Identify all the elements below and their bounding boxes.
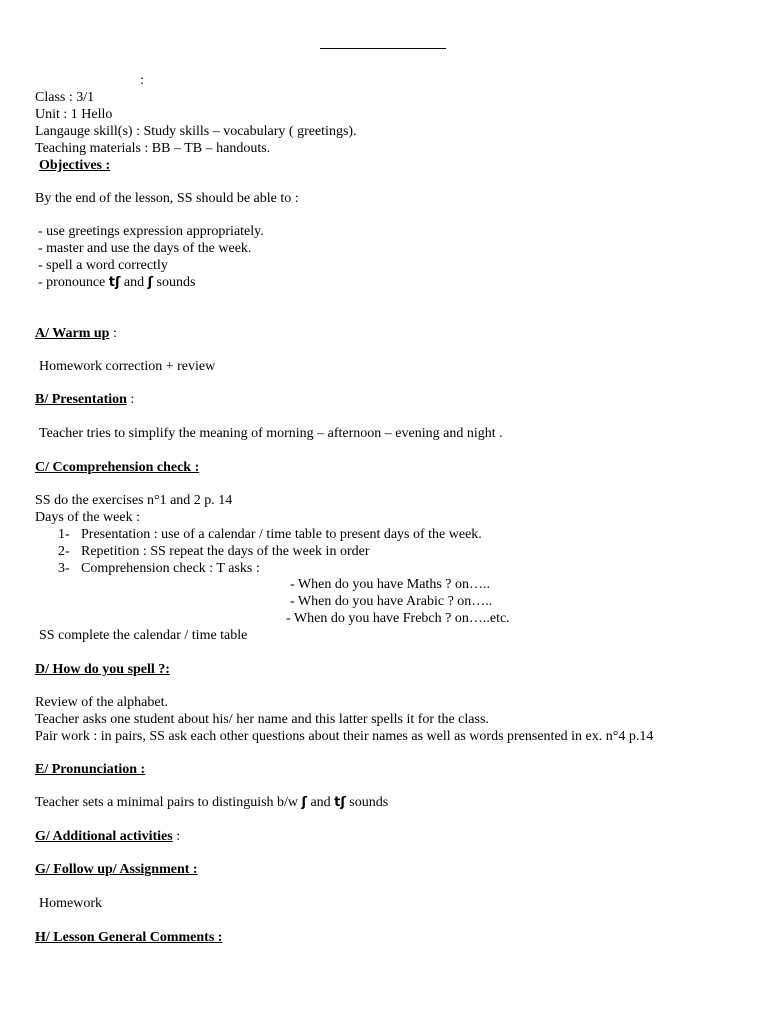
spell-heading: D/ How do you spell ?:: [35, 662, 170, 677]
step-text: Comprehension check : T asks :: [81, 561, 260, 576]
spell-line: Review of the alphabet.: [35, 695, 168, 710]
comments-heading: H/ Lesson General Comments :: [35, 930, 223, 945]
objectives-intro: By the end of the lesson, SS should be able to :: [35, 191, 299, 206]
warm-up-colon: :: [112, 326, 117, 341]
follow-up-heading: G/ Follow up/ Assignment :: [35, 862, 198, 877]
unit-line: Unit : 1 Hello: [35, 107, 113, 122]
step-text: Repetition : SS repeat the days of the week in order: [81, 544, 370, 559]
objective-item: - master and use the days of the week.: [38, 241, 252, 256]
spell-line: Pair work : in pairs, SS ask each other questions about their names as well as words prensented in ex. n°4 p.14: [35, 729, 654, 744]
pronunciation-prefix: Teacher sets a minimal pairs to distinguish b/w: [35, 795, 299, 810]
objective-pronounce-item: [38, 274, 195, 291]
calendar-complete-text: SS complete the calendar / time table: [39, 628, 248, 643]
days-of-week-label: Days of the week :: [35, 510, 140, 525]
warm-up-heading: A/ Warm up: [35, 326, 110, 341]
presentation-heading-line: [35, 391, 134, 408]
ipa-symbol: ʃ: [301, 795, 307, 810]
pronunciation-and: and: [310, 795, 331, 810]
spell-line: Teacher asks one student about his/ her name and this latter spells it for the class.: [35, 712, 489, 727]
pronounce-and: and: [123, 275, 145, 290]
objective-item: - spell a word correctly: [38, 258, 168, 273]
pronunciation-text: [35, 794, 388, 811]
step-text: Presentation : use of a calendar / time table to present days of the week.: [81, 527, 482, 542]
teaching-materials-line: Teaching materials : BB – TB – handouts.: [35, 141, 271, 156]
title-underline: [320, 48, 446, 49]
presentation-heading: B/ Presentation: [35, 392, 127, 407]
follow-up-text: Homework: [39, 896, 102, 911]
comprehension-exercises: SS do the exercises n°1 and 2 p. 14: [35, 493, 233, 508]
objectives-heading: Objectives :: [39, 158, 111, 173]
question-line: - When do you have Maths ? on…..: [290, 577, 490, 592]
additional-colon: :: [176, 829, 181, 844]
step-number: 2-: [58, 544, 70, 559]
question-line: - When do you have Frebch ? on…..etc.: [286, 611, 510, 626]
ipa-symbol: ʃ: [147, 275, 154, 290]
presentation-text: Teacher tries to simplify the meaning of morning – afternoon – evening and night .: [39, 426, 503, 441]
presentation-colon: :: [130, 392, 135, 407]
objective-item: - use greetings expression appropriately.: [38, 224, 264, 239]
warm-up-heading-line: [35, 325, 117, 342]
pronunciation-heading: E/ Pronunciation :: [35, 762, 146, 777]
comprehension-heading: C/ Ccomprehension check :: [35, 460, 200, 475]
pronounce-suffix: sounds: [156, 275, 196, 290]
pronounce-prefix: - pronounce: [38, 275, 106, 290]
warm-up-text: Homework correction + review: [39, 359, 216, 374]
language-skills-line: Langauge skill(s) : Study skills – vocabulary ( greetings).: [35, 124, 357, 139]
class-line: Class : 3/1: [35, 90, 95, 105]
additional-heading-line: [35, 828, 180, 845]
question-line: - When do you have Arabic ? on…..: [290, 594, 493, 609]
ipa-symbol: tʃ: [108, 275, 121, 290]
additional-heading: G/ Additional activities: [35, 829, 173, 844]
ipa-symbol: tʃ: [334, 795, 346, 810]
pronunciation-suffix: sounds: [349, 795, 389, 810]
step-number: 1-: [58, 527, 70, 542]
header-colon: :: [140, 73, 144, 88]
step-number: 3-: [58, 561, 70, 576]
